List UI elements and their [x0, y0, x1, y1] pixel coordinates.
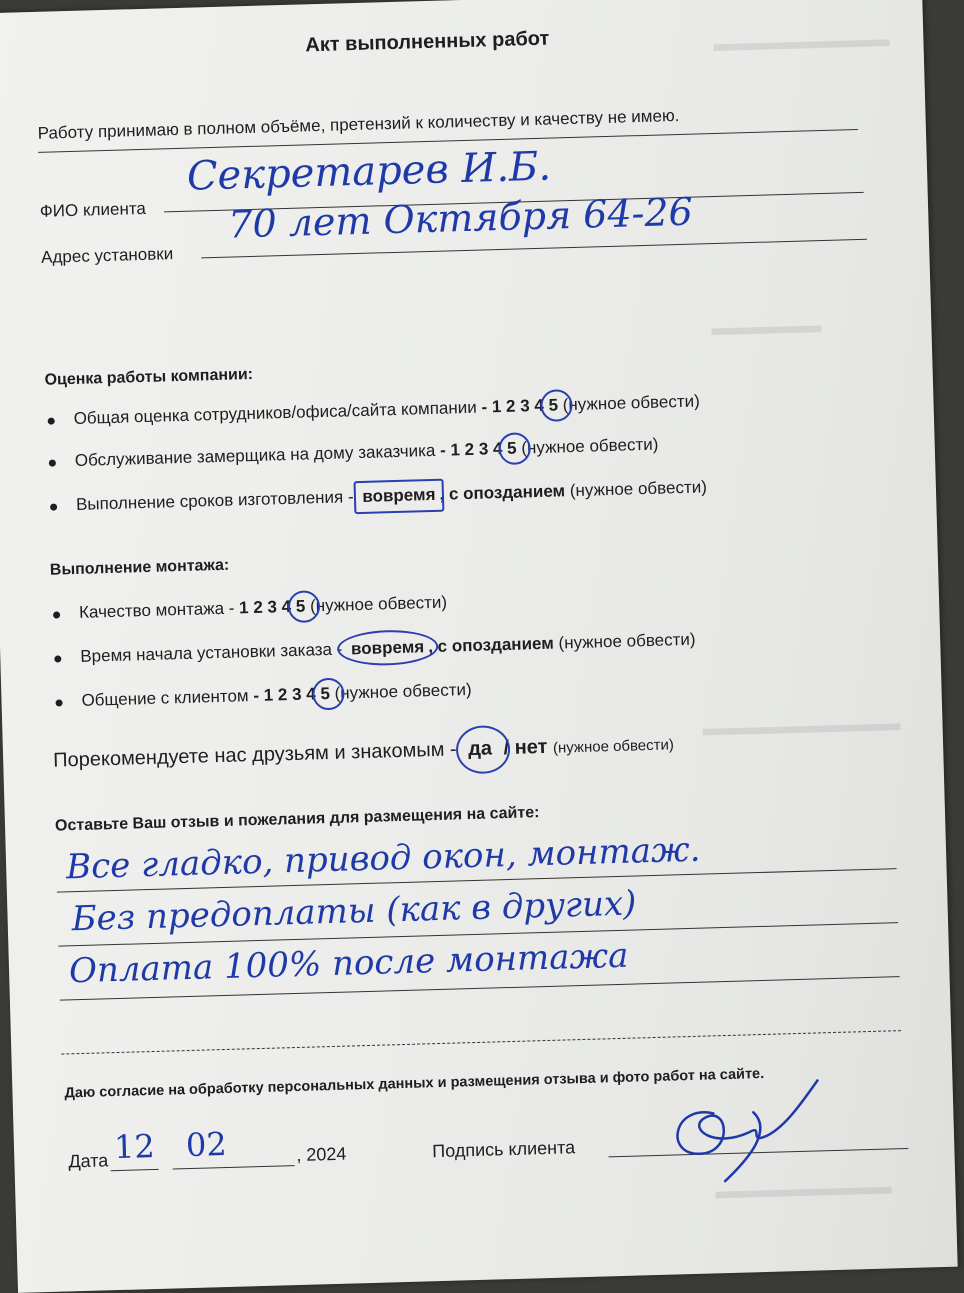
- selection-box: [354, 479, 444, 514]
- rating-note: (нужное обвести): [309, 592, 448, 616]
- bullet: [54, 655, 61, 662]
- page-title: Акт выполненных работ: [305, 27, 550, 57]
- address-label: Адрес установки: [40, 244, 174, 267]
- installation-row-quality: [79, 593, 448, 623]
- recommend-note: (нужное обвести): [552, 736, 675, 757]
- client-name-handwritten: Секретарев И.Б.: [186, 143, 552, 200]
- rating-scale: - 1 2 3 4: [481, 395, 545, 417]
- rating-row-production-time: [76, 477, 707, 515]
- recommend-yes[interactable]: да: [462, 737, 498, 760]
- rating-label: Обслуживание замерщика на дому заказчика: [74, 440, 436, 470]
- client-signature: [652, 1070, 835, 1185]
- date-day-handwritten: 12: [113, 1127, 156, 1167]
- bleed-through-mark: ▬▬▬▬▬▬▬▬: [715, 1173, 892, 1204]
- feedback-handwritten-line-3: Оплата 100% после монтажа: [68, 935, 629, 992]
- rating-selected[interactable]: 5: [507, 439, 517, 458]
- signature-label: Подпись клиента: [431, 1137, 576, 1162]
- client-name-label: ФИО клиента: [39, 198, 147, 221]
- date-label: Дата: [68, 1150, 109, 1172]
- rating-note: (нужное обвести): [569, 477, 708, 501]
- bleed-through-mark: ▬▬▬▬▬▬▬▬▬: [702, 710, 901, 741]
- address-handwritten: 70 лет Октября 64-26: [227, 189, 694, 247]
- feedback-heading: Оставьте Ваш отзыв и пожелания для размещения на сайте:: [54, 804, 540, 835]
- rating-note: (нужное обвести): [334, 679, 472, 703]
- rating-row-general: [73, 391, 700, 428]
- feedback-handwritten-line-1: Все гладко, привод окон, монтаж.: [65, 829, 701, 888]
- bullet: [49, 459, 56, 466]
- rating-label: Общая оценка сотрудников/офиса/сайта компании: [73, 397, 477, 428]
- date-day-line: [111, 1169, 159, 1171]
- recommend-row: [53, 732, 674, 772]
- recommend-question: Порекомендуете нас друзьям и знакомым -: [52, 738, 457, 772]
- rating-note: (нужное обвести): [562, 391, 701, 415]
- rating-selected[interactable]: вовремя: [347, 637, 429, 658]
- rating-label: Время начала установки заказа -: [80, 639, 343, 666]
- installation-row-communication: [81, 680, 472, 711]
- company-rating-heading: Оценка работы компании:: [44, 365, 254, 389]
- bullet: [48, 418, 55, 425]
- rating-note: (нужное обвести): [521, 434, 659, 458]
- recommend-no[interactable]: нет: [514, 735, 548, 759]
- selection-circle: [456, 725, 511, 774]
- selection-circle: [499, 432, 532, 465]
- bullet: [56, 699, 63, 706]
- selection-circle: [287, 590, 320, 623]
- bullet: [53, 611, 60, 618]
- selection-circle: [312, 678, 345, 711]
- rating-selected[interactable]: 5: [548, 395, 558, 414]
- rating-scale: - 1 2 3 4: [253, 684, 316, 706]
- selection-circle: [540, 389, 573, 422]
- rating-selected[interactable]: 5: [296, 597, 306, 616]
- rating-selected[interactable]: вовремя: [358, 485, 440, 506]
- rating-scale: 1 2 3 4: [238, 596, 292, 618]
- feedback-handwritten-line-2: Без предоплаты (как в других): [71, 883, 637, 940]
- bullet: [50, 503, 57, 510]
- installation-row-start-time: [80, 630, 696, 667]
- bleed-through-mark: ▬▬▬▬▬▬▬▬: [713, 26, 890, 56]
- rating-label: Общение с клиентом: [81, 686, 249, 710]
- installation-heading: Выполнение монтажа:: [49, 556, 230, 579]
- selection-circle: [337, 629, 439, 667]
- rating-note: (нужное обвести): [558, 629, 696, 653]
- bleed-through-mark: ▬▬▬▬▬: [711, 312, 822, 341]
- rating-label: Выполнение сроков изготовления -: [75, 487, 354, 514]
- rating-alternative: , с опозданием: [427, 633, 555, 657]
- date-month-handwritten: 02: [185, 1124, 228, 1165]
- consent-statement: Даю согласие на обработку персональных данных и размещения отзыва и фото работ на сайте.: [64, 1065, 765, 1102]
- date-year: , 2024: [296, 1143, 347, 1166]
- rating-alternative: , с опозданием: [439, 481, 566, 504]
- rating-row-measurer: [75, 435, 659, 471]
- rating-selected[interactable]: 5: [320, 684, 330, 703]
- feedback-line: [61, 1030, 901, 1054]
- date-month-line: [173, 1165, 295, 1169]
- acceptance-statement: Работу принимаю в полном объёме, претензий к количеству и качеству не имею.: [37, 105, 680, 143]
- rating-label: Качество монтажа -: [78, 598, 235, 622]
- recommend-separator: /: [503, 736, 510, 760]
- rating-scale: - 1 2 3 4: [439, 439, 503, 460]
